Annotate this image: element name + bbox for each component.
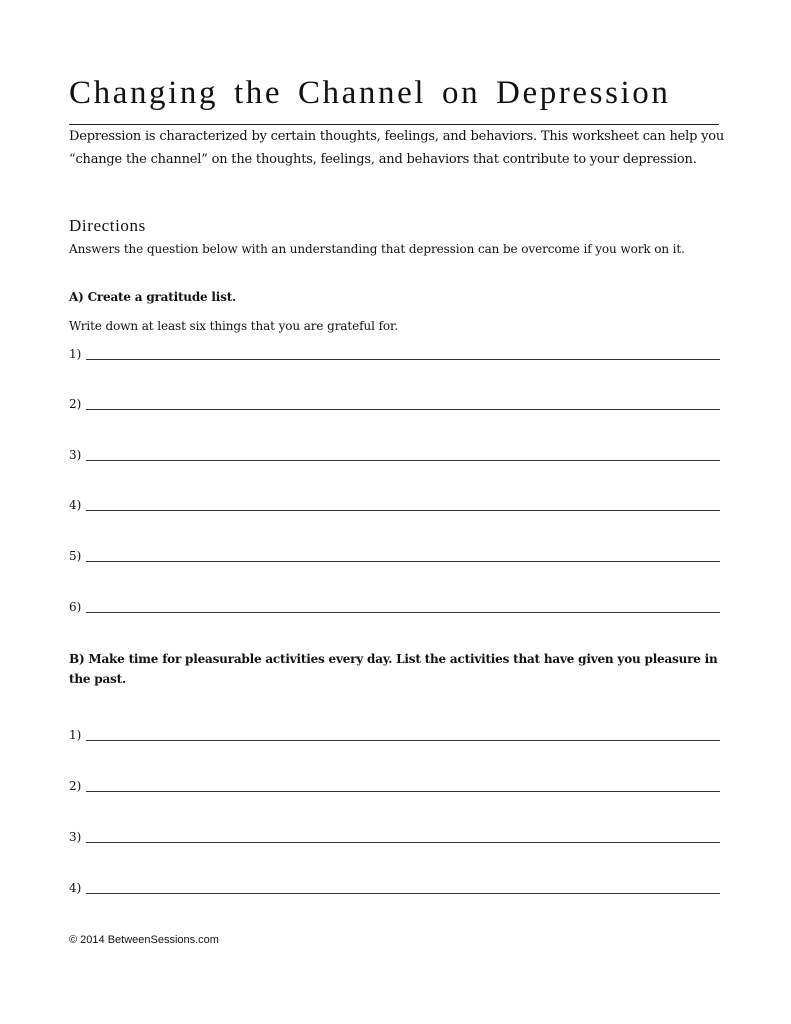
answer-line[interactable] [86, 740, 720, 741]
answer-line[interactable] [86, 510, 720, 511]
gratitude-line-3[interactable] [69, 444, 720, 462]
activity-line-1[interactable] [69, 724, 720, 742]
copyright-footer: © 2014 BetweenSessions.com [69, 934, 219, 946]
line-number: 6) [69, 600, 82, 614]
answer-line[interactable] [86, 409, 720, 410]
gratitude-line-1[interactable] [69, 343, 720, 361]
section-a-heading: A) Create a gratitude list. [69, 290, 237, 304]
directions-heading: Directions [69, 216, 146, 235]
answer-line[interactable] [86, 612, 720, 613]
line-number: 2) [69, 779, 82, 793]
page-title: Changing the Channel on Depression [69, 75, 671, 111]
line-number: 2) [69, 397, 82, 411]
activity-line-4[interactable] [69, 877, 720, 895]
answer-line[interactable] [86, 359, 720, 360]
gratitude-line-6[interactable] [69, 596, 720, 614]
section-b-heading: B) Make time for pleasurable activities every day. List the activities that have given you pleasure in the past. [69, 652, 718, 686]
line-number: 4) [69, 498, 82, 512]
line-number: 3) [69, 830, 82, 844]
answer-line[interactable] [86, 561, 720, 562]
answer-line[interactable] [86, 791, 720, 792]
answer-line[interactable] [86, 842, 720, 843]
line-number: 3) [69, 448, 82, 462]
line-number: 4) [69, 881, 82, 895]
gratitude-line-4[interactable] [69, 494, 720, 512]
line-number: 5) [69, 549, 82, 563]
activity-line-3[interactable] [69, 826, 720, 844]
title-divider [69, 124, 719, 125]
answer-line[interactable] [86, 893, 720, 894]
gratitude-line-5[interactable] [69, 545, 720, 563]
section-a-instruction: Write down at least six things that you are grateful for. [69, 319, 399, 333]
line-number: 1) [69, 347, 82, 361]
activity-line-2[interactable] [69, 775, 720, 793]
answer-line[interactable] [86, 460, 720, 461]
intro-paragraph: Depression is characterized by certain thoughts, feelings, and behaviors. This worksheet can help you “change the channel” on the thoughts, feelings, and behaviors that contribute to your depression. [69, 129, 725, 167]
line-number: 1) [69, 728, 82, 742]
gratitude-line-2[interactable] [69, 393, 720, 411]
directions-text: Answers the question below with an understanding that depression can be overcome if you work on it. [69, 242, 685, 256]
